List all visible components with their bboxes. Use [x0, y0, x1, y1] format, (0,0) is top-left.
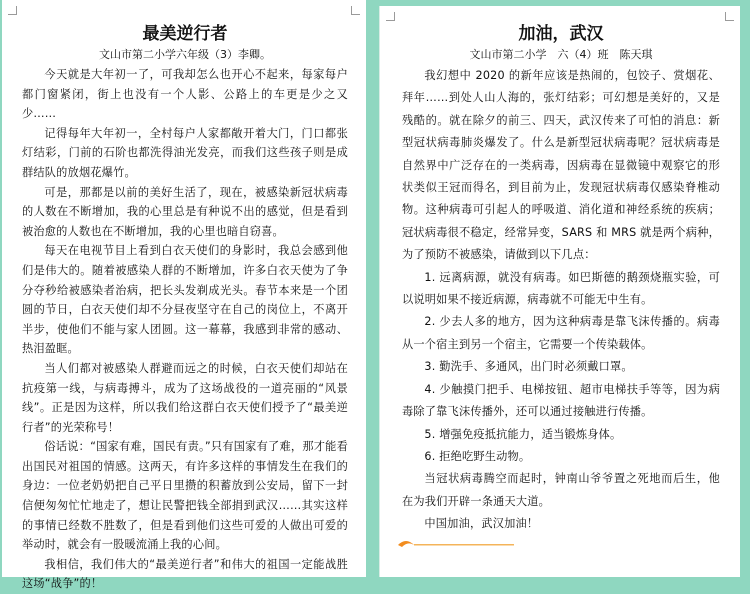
margin-corner-mark: [725, 12, 734, 21]
paragraph: 每天在电视节目上看到白衣天使们的身影时，我总会感到他们是伟大的。随着被感染人群的不断增加，许多白衣天使为了争分夺秒给被感染者治病，把长头发剃成光头。春节本来是一个团圆的节日，白衣天使们却不分昼夜坚守在自己的岗位上，不离开半步，使他们不能与家人团圆。这一幕幕，我感到非常的感动、热泪盈眶。: [22, 244, 348, 356]
margin-corner-mark: [8, 6, 17, 15]
list-item: 6. 拒绝吃野生动物。: [424, 449, 531, 463]
paragraph: 俗话说：“国家有难，国民有责。”只有国家有了难，那才能看出国民对祖国的情感。这两天，有许多这样的事情发生在我们的身边：一位老奶奶把自己平日里攒的积蓄放到公安局，留下一封信便匆匆忙忙地走了，想让民警把钱全部捐到武汉……其实这样的事情已经数不胜数了，但是看到他们这些可爱的人做出可爱的举动时，就会有一股暖流涌上我的心间。: [22, 440, 348, 552]
list-item: 5. 增强免疫抵抗能力，适当锻炼身体。: [424, 427, 622, 441]
paragraph: 记得每年大年初一，全村每户人家都敞开着大门，门口都张灯结彩，门前的石阶也都洗得油光发亮，而我们这些孩子则是成群结队的放烟花爆竹。: [22, 126, 348, 179]
author-byline: 文山市第二小学 六（4）班 陈天琪: [469, 48, 653, 61]
paragraph: 中国加油，武汉加油！: [424, 517, 539, 531]
paragraph: 可是，那都是以前的美好生活了，现在，被感染新冠状病毒的人数在不断增加，我的心里总是有种说不出的感觉，但是看到被治愈的人数也在不断增加，我的心里也暗自窃喜。: [22, 185, 348, 238]
right-document-page: [380, 6, 740, 577]
paragraph: 当人们都对被感染人群避而远之的时候，白衣天使们却站在抗疫第一线，与病毒搏斗，成为了这场战役的一道亮丽的“风景线”。正是因为这样，所以我们给这群白衣天使们授予了“最美逆行者”的光荣称号！: [22, 361, 348, 434]
page-title: 最美逆行者: [142, 24, 228, 44]
margin-corner-mark: [351, 6, 360, 15]
paragraph: 我相信，我们伟大的“最美逆行者”和伟大的祖国一定能战胜这场“战争”的！: [22, 557, 348, 591]
left-document-page: [2, 0, 366, 591]
margin-corner-mark: [386, 12, 395, 21]
list-item: 1. 远离病源，就没有病毒。如巴斯德的鹅颈烧瓶实验，可以说明如果不接近病源，病毒就不可能无中生有。: [402, 270, 720, 307]
paragraph: 我幻想中 2020 的新年应该是热闹的，包饺子、赏烟花、拜年……到处人山人海的，张灯结彩；可幻想是美好的，又是残酷的。就在除夕的前三、四天，武汉传来了可怕的消息：新型冠状病毒肺炎爆发了。什么是新型冠状病毒呢？冠状病毒是自然界中广泛存在的一类病毒，因病毒在显微镜中观察它的形状类似王冠而得名，到目前为止，发现冠状病毒仅感染脊椎动物。这种病毒可引起人的呼吸道、消化道和神经系统的疾病；冠状病毒很不稳定，经常异变，SARS 和 MRS 就是两个病种，为了预防不被感染，请做到以下几点：: [402, 69, 720, 262]
list-item: 3. 勤洗手、多通风，出门时必须戴口罩。: [424, 360, 633, 374]
list-item: 2. 少去人多的地方，因为这种病毒是靠飞沫传播的。病毒从一个宿主到另一个宿主，它需要一个传染载体。: [402, 315, 720, 351]
paragraph: 当冠状病毒腾空而起时，钟南山爷爷置之死地而后生，他在为我们开辟一条通天大道。: [402, 472, 720, 508]
decorative-flame-icon: [396, 535, 516, 549]
author-byline: 文山市第二小学六年级（3）李卿。: [99, 48, 271, 61]
list-item: 4. 少触摸门把手、电梯按钮、超市电梯扶手等等，因为病毒除了靠飞沫传播外，还可以通过接触进行传播。: [402, 382, 720, 419]
paragraph: 今天就是大年初一了，可我却怎么也开心不起来，每家每户都门窗紧闭，街上也没有一个人影、公路上的车更是少之又少……: [22, 68, 348, 121]
page-title: 加油，武汉: [518, 24, 604, 44]
